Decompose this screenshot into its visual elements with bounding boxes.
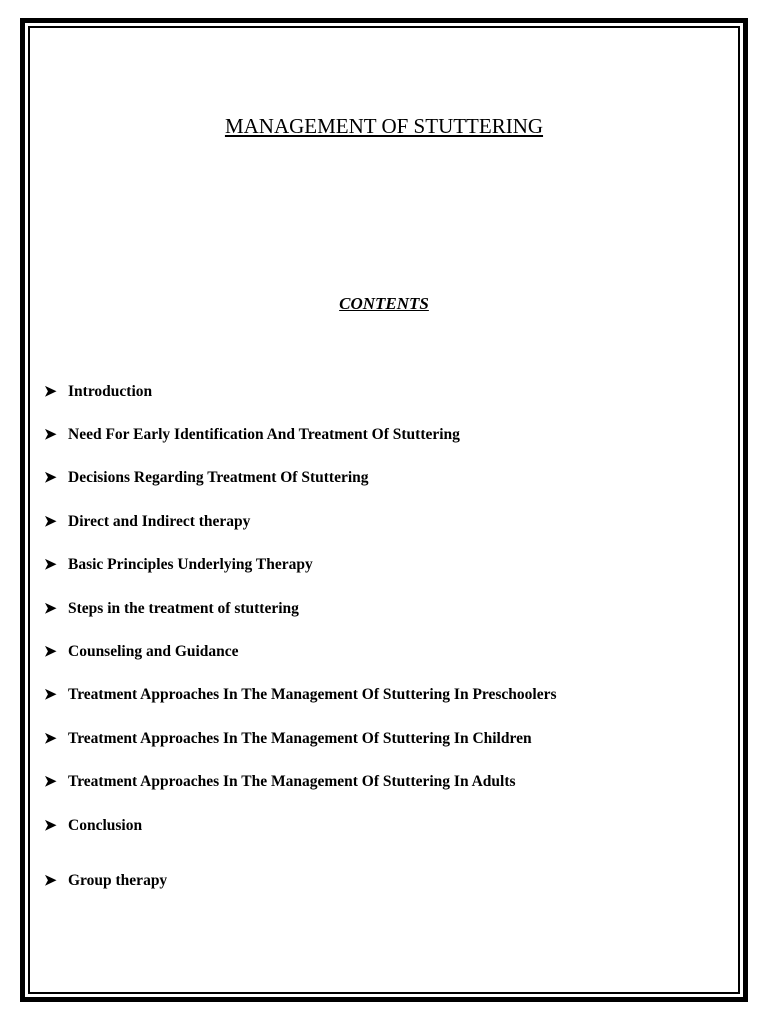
document-title: MANAGEMENT OF STUTTERING — [224, 114, 544, 138]
toc-item-direct-indirect-therapy — [44, 500, 734, 543]
arrowhead-bullet-icon: ➤ — [44, 427, 57, 444]
arrowhead-bullet-icon: ➤ — [44, 513, 57, 530]
toc-item-label: Treatment Approaches In The Management Of Stuttering In Preschoolers — [68, 686, 557, 704]
toc-item-label: Group therapy — [68, 872, 168, 890]
arrowhead-bullet-icon: ➤ — [44, 383, 57, 400]
arrowhead-bullet-icon: ➤ — [44, 644, 57, 661]
arrowhead-bullet-icon: ➤ — [44, 687, 57, 704]
toc-item-counseling-guidance — [44, 630, 734, 673]
toc-item-approaches-children — [44, 717, 734, 760]
toc-item-early-identification — [44, 413, 734, 456]
toc-item-label: Introduction — [68, 382, 153, 400]
toc-item-label: Steps in the treatment of stuttering — [68, 599, 299, 617]
arrowhead-bullet-icon: ➤ — [44, 600, 57, 617]
arrowhead-bullet-icon: ➤ — [44, 774, 57, 791]
arrowhead-bullet-icon: ➤ — [44, 873, 57, 890]
toc-item-label: Counseling and Guidance — [68, 643, 239, 661]
toc-item-conclusion — [44, 804, 734, 847]
arrowhead-bullet-icon: ➤ — [44, 817, 57, 834]
toc-item-treatment-steps — [44, 587, 734, 630]
toc-item-basic-principles — [44, 544, 734, 587]
toc-item-group-therapy — [44, 847, 734, 893]
toc-item-approaches-adults — [44, 761, 734, 804]
toc-item-label: Treatment Approaches In The Management Of Stuttering In Children — [68, 729, 532, 747]
toc-item-label: Treatment Approaches In The Management Of Stuttering In Adults — [68, 773, 516, 791]
toc-item-label: Conclusion — [68, 816, 143, 834]
arrowhead-bullet-icon: ➤ — [44, 470, 57, 487]
toc-item-approaches-preschoolers — [44, 674, 734, 717]
toc-item-label: Direct and Indirect therapy — [68, 512, 251, 530]
arrowhead-bullet-icon: ➤ — [44, 730, 57, 747]
arrowhead-bullet-icon: ➤ — [44, 557, 57, 574]
toc-item-treatment-decisions — [44, 457, 734, 500]
toc-item-introduction — [44, 370, 734, 413]
contents-heading: CONTENTS — [339, 294, 429, 313]
toc-item-label: Decisions Regarding Treatment Of Stuttering — [68, 469, 369, 487]
table-of-contents — [44, 370, 734, 893]
toc-item-label: Need For Early Identification And Treatment Of Stuttering — [68, 426, 460, 444]
toc-item-label: Basic Principles Underlying Therapy — [68, 556, 313, 574]
